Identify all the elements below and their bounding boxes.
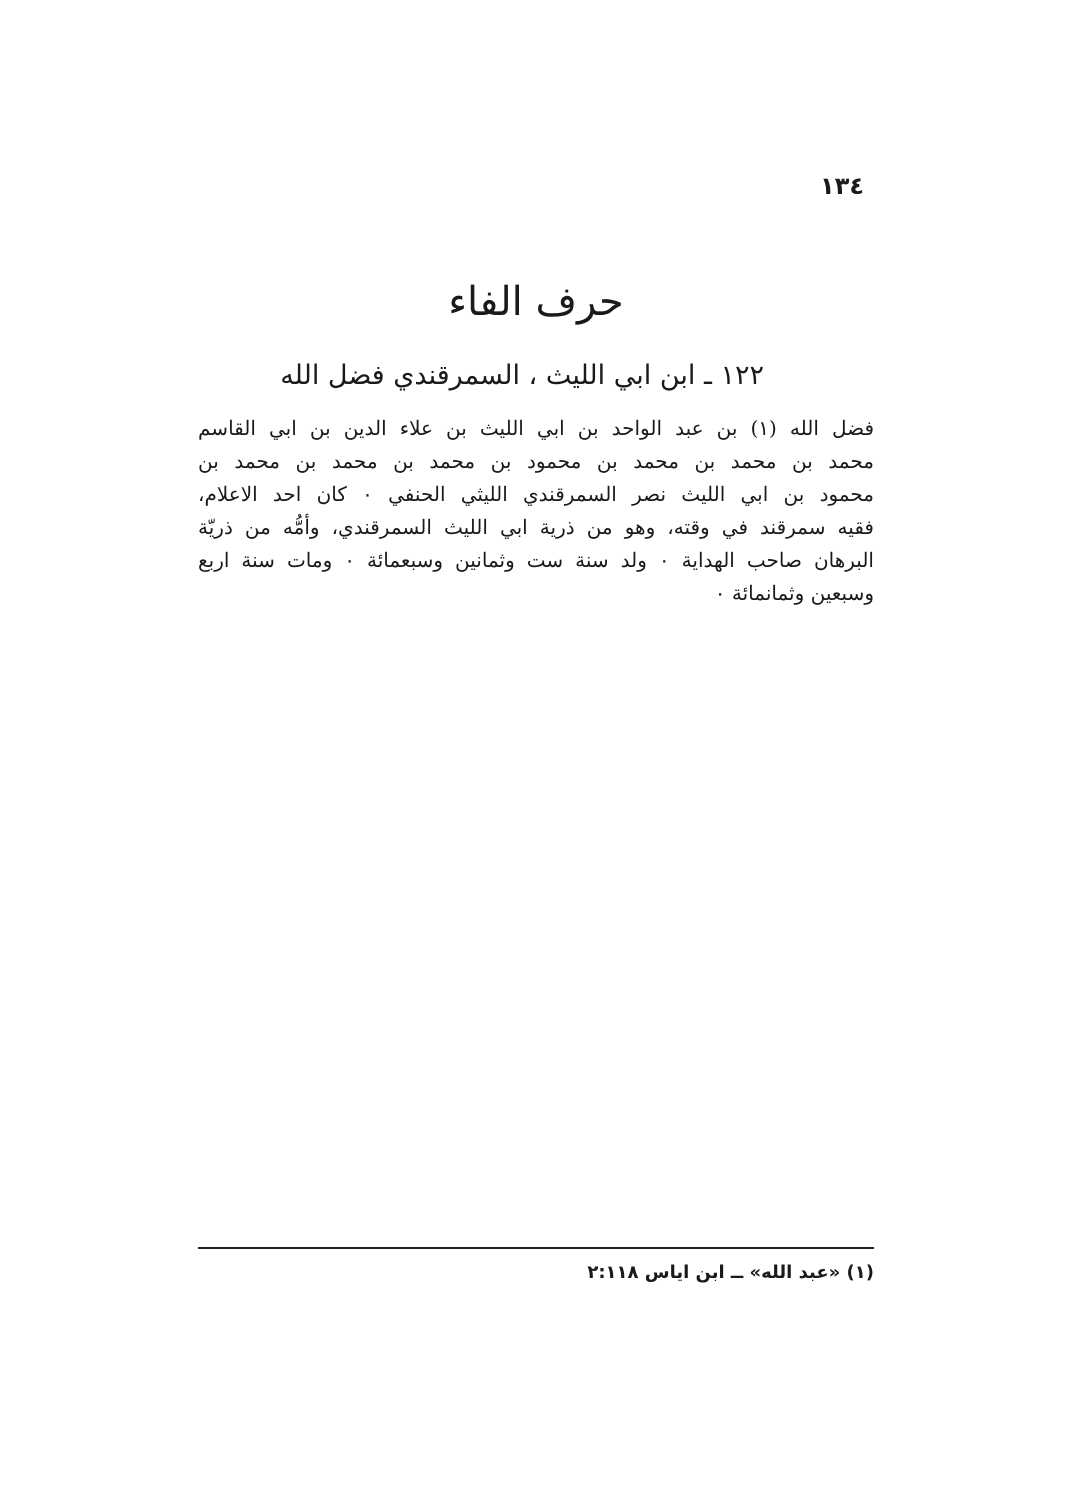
body-line: محمد بن محمد بن محمد بن محمود بن محمد بن محمد بن محمد بن: [198, 449, 874, 473]
section-title: حرف الفاء: [448, 279, 624, 325]
body-line: وسبعين وثمانمائة ٠: [714, 581, 874, 605]
entry-body: [198, 412, 874, 610]
entry-heading: ١٢٢ ـ ابن ابي الليث ، السمرقندي فضل الله: [280, 360, 764, 391]
page-number: ١٣٤: [820, 172, 864, 200]
body-line: فقيه سمرقند في وقته، وهو من ذرية ابي الليث السمرقندي، وأمُّه من ذريّة: [198, 515, 874, 539]
footnote-divider: [198, 1247, 874, 1249]
body-line: البرهان صاحب الهداية ٠ ولد سنة ست وثمانين وسبعمائة ٠ ومات سنة اربع: [198, 548, 874, 572]
footnote: (١) «عبد الله» ــ ابن اياس ٢:١١٨: [587, 1262, 874, 1283]
body-line: فضل الله (١) بن عبد الواحد بن ابي الليث بن علاء الدين بن ابي القاسم: [198, 416, 875, 440]
body-line: محمود بن ابي الليث نصر السمرقندي الليثي الحنفي ٠ كان احد الاعلام،: [198, 482, 874, 506]
